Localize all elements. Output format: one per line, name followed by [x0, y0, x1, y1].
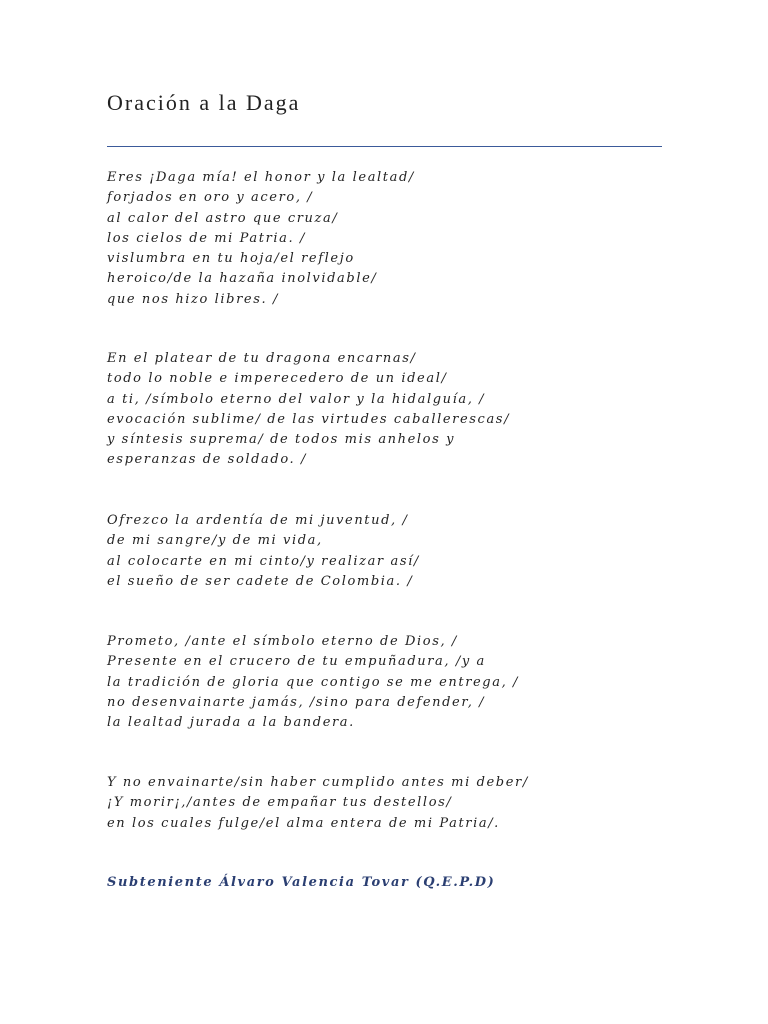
stanza-line: vislumbra en tu hoja/el reflejo — [107, 251, 355, 267]
stanza-line: todo lo noble e imperecedero de un ideal/ — [107, 371, 448, 387]
stanza-line: en los cuales fulge/el alma entera de mi Patria/. — [107, 815, 500, 831]
stanza-line: Prometo, /ante el símbolo eterno de Dios, / — [107, 634, 458, 649]
page-title: Oración a la Daga — [107, 90, 301, 115]
stanza-line: a ti, /símbolo eterno del valor y la hidalguía, / — [107, 391, 486, 407]
stanza-line: de mi sangre/y de mi vida, — [107, 533, 323, 549]
stanza-line: Eres ¡Daga mía! el honor y la lealtad/ — [107, 170, 415, 185]
stanza-line: En el platear de tu dragona encarnas/ — [107, 351, 417, 366]
stanza-line: y síntesis suprema/ de todos mis anhelos y — [107, 432, 456, 448]
stanza-line: la tradición de gloria que contigo se me entrega, / — [107, 674, 520, 690]
stanza-line: forjados en oro y acero, / — [107, 190, 314, 206]
author-signature: Subteniente Álvaro Valencia Tovar (Q.E.P.D) — [107, 875, 496, 890]
stanza-line: Presente en el crucero de tu empuñadura, /y a — [107, 654, 486, 670]
stanza-line: los cielos de mi Patria. / — [107, 230, 306, 246]
stanza-line: que nos hizo libres. / — [107, 291, 279, 307]
stanza-line: al colocarte en mi cinto/y realizar así/ — [107, 553, 420, 569]
stanza-line: Y no envainarte/sin haber cumplido antes mi deber/ — [107, 775, 529, 790]
stanza-5 — [107, 773, 529, 834]
stanza-line: no desenvainarte jamás, /sino para defender, / — [107, 694, 486, 710]
stanza-4 — [107, 632, 519, 733]
stanza-1 — [107, 168, 415, 310]
stanza-line: el sueño de ser cadete de Colombia. / — [107, 573, 414, 589]
stanza-line: ¡Y morir¡,/antes de empañar tus destellos/ — [107, 795, 453, 811]
stanza-line: al calor del astro que cruza/ — [107, 210, 339, 226]
stanza-line: Ofrezco la ardentía de mi juventud, / — [107, 513, 409, 528]
stanza-line: evocación sublime/ de las virtudes caballerescas/ — [107, 411, 511, 427]
stanza-line: heroico/de la hazaña inolvidable/ — [107, 271, 378, 287]
stanza-line: la lealtad jurada a la bandera. — [107, 715, 355, 731]
stanza-line: esperanzas de soldado. / — [107, 452, 307, 468]
stanza-3 — [107, 511, 420, 592]
stanza-2 — [107, 349, 510, 471]
title-divider — [107, 146, 662, 147]
